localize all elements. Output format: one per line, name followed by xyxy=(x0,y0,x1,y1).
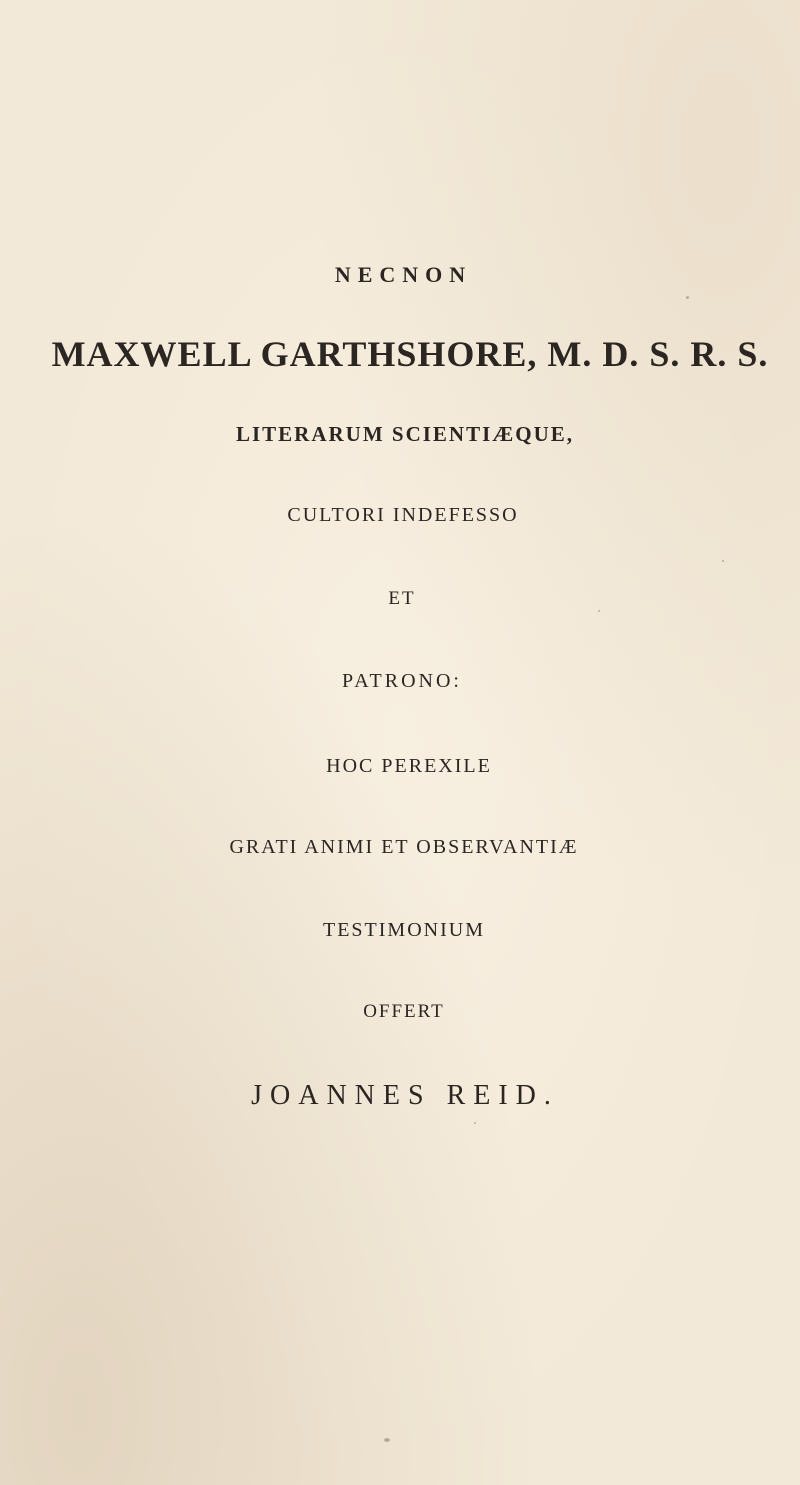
paper-speck xyxy=(686,296,689,299)
paper-speck xyxy=(474,1122,476,1124)
paper-speck xyxy=(598,610,600,612)
dedicatee-name: MAXWELL GARTHSHORE, M. D. S. R. S. xyxy=(51,334,769,374)
grati-line: GRATI ANIMI ET OBSERVANTIÆ xyxy=(229,836,579,858)
necnon-line: NECNON xyxy=(334,262,473,287)
testimonium-line: TESTIMONIUM xyxy=(323,919,485,941)
cultori-line: CULTORI INDEFESSO xyxy=(287,504,519,526)
paper-speck xyxy=(722,560,724,562)
offert-line: OFFERT xyxy=(363,1001,445,1022)
paper-speck xyxy=(384,1438,390,1442)
et-line: ET xyxy=(388,588,416,609)
literarum-line: LITERARUM SCIENTIÆQUE, xyxy=(235,422,575,446)
hoc-line: HOC PEREXILE xyxy=(326,755,492,777)
author-signature: JOANNES REID. xyxy=(251,1080,559,1111)
patrono-line: PATRONO: xyxy=(342,670,462,692)
